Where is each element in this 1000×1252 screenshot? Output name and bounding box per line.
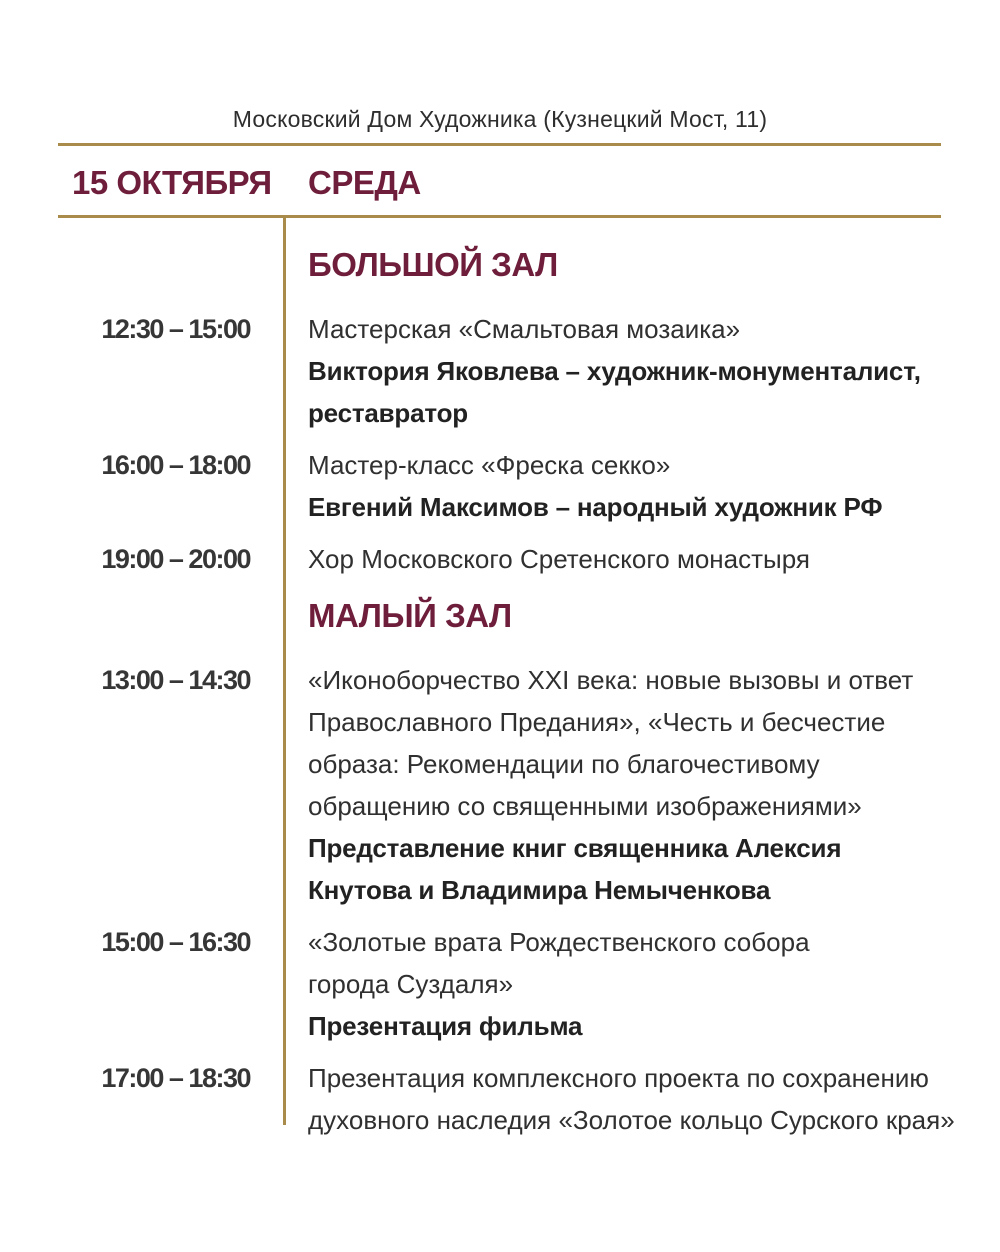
event-detail-line: Кнутова и Владимира Немыченкова bbox=[308, 875, 771, 905]
event-detail-line: Представление книг священника Алексия bbox=[308, 833, 842, 863]
schedule bbox=[0, 218, 970, 1151]
event-title-line: «Иконоборчество XXI века: новые вызовы и ответ bbox=[308, 665, 914, 695]
event-time: 19:00 – 20:00 bbox=[101, 544, 250, 574]
weekday-label: СРЕДА bbox=[308, 164, 421, 201]
event-title-line: образа: Рекомендации по благочестивому bbox=[308, 749, 820, 779]
event-title-line: духовного наследия «Золотое кольцо Сурского края» bbox=[308, 1105, 955, 1135]
event-row bbox=[0, 308, 970, 434]
hall-title-big: БОЛЬШОЙ ЗАЛ bbox=[308, 246, 558, 283]
event-title-line: Мастер-класс «Фреска секко» bbox=[308, 450, 671, 480]
event-time: 12:30 – 15:00 bbox=[101, 314, 250, 344]
date-label: 15 ОКТЯБРЯ bbox=[72, 164, 272, 201]
event-time: 13:00 – 14:30 bbox=[101, 665, 250, 695]
divider-top bbox=[58, 143, 941, 146]
event-title-line: Мастерская «Смальтовая мозаика» bbox=[308, 314, 741, 344]
event-row bbox=[0, 1057, 970, 1141]
event-detail-line: Евгений Максимов – народный художник РФ bbox=[308, 492, 883, 522]
event-row bbox=[0, 659, 970, 911]
event-title-line: города Суздаля» bbox=[308, 969, 514, 999]
event-body bbox=[283, 659, 913, 911]
event-title-line: обращению со священными изображениями» bbox=[308, 791, 862, 821]
event-body bbox=[283, 1057, 955, 1141]
event-title-line: Презентация комплексного проекта по сохранению bbox=[308, 1063, 929, 1093]
event-detail-line: Виктория Яковлева – художник-монументалист, bbox=[308, 356, 921, 386]
event-body bbox=[283, 444, 882, 528]
section-heading-row bbox=[0, 596, 970, 636]
event-time: 15:00 – 16:30 bbox=[101, 927, 250, 957]
event-time: 16:00 – 18:00 bbox=[101, 450, 250, 480]
event-row bbox=[0, 444, 970, 528]
event-body bbox=[283, 308, 921, 434]
section-heading-row bbox=[0, 245, 970, 285]
event-detail-line: Презентация фильма bbox=[308, 1011, 583, 1041]
event-detail-line: реставратор bbox=[308, 398, 468, 428]
event-time: 17:00 – 18:30 bbox=[101, 1063, 250, 1093]
event-title-line: Православного Предания», «Честь и бесчестие bbox=[308, 707, 886, 737]
event-row bbox=[0, 538, 970, 580]
hall-title-small: МАЛЫЙ ЗАЛ bbox=[308, 597, 512, 634]
event-title-line: «Золотые врата Рождественского собора bbox=[308, 927, 810, 957]
event-body bbox=[283, 921, 810, 1047]
event-row bbox=[0, 921, 970, 1047]
event-title-line: Хор Московского Сретенского монастыря bbox=[308, 544, 810, 574]
venue-title: Московский Дом Художника (Кузнецкий Мост, 11) bbox=[232, 106, 768, 132]
event-body bbox=[283, 538, 810, 580]
